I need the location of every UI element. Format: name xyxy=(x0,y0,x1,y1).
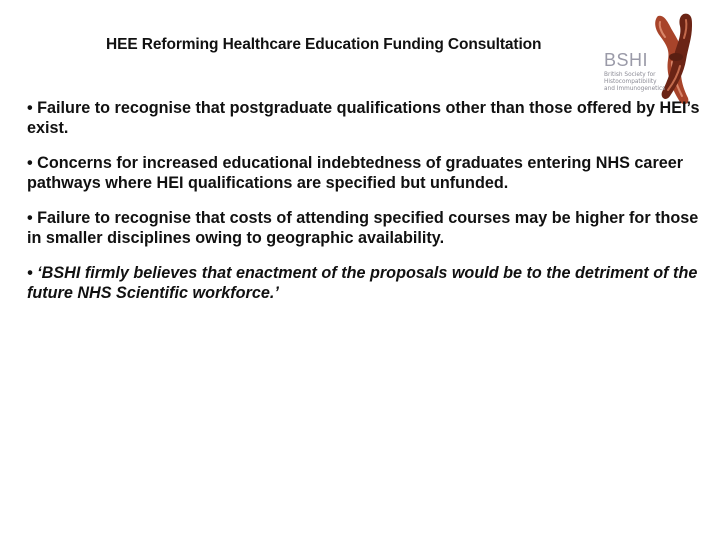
logo-subtext-line: Histocompatibility xyxy=(604,79,657,85)
bullet-item: • Concerns for increased educational indebtedness of graduates entering NHS career pathways where HEI qualifications are specified but unfunded. xyxy=(27,154,684,192)
bullet-item-quote: • ‘BSHI firmly believes that enactment of the proposals would be to the detriment of the future NHS Scientific workforce.’ xyxy=(27,264,698,302)
logo-subtext-line: British Society for xyxy=(604,72,656,78)
bullet-list xyxy=(27,98,707,318)
bullet-item: • Failure to recognise that postgraduate qualifications other than those offered by HEI’s exist. xyxy=(27,99,700,137)
logo-subtext xyxy=(604,72,674,93)
slide-title: HEE Reforming Healthcare Education Funding Consultation xyxy=(106,36,542,53)
logo-wordmark: BSHI xyxy=(604,50,649,70)
bshi-logo xyxy=(596,10,716,110)
logo-subtext-line: and Immunogenetics xyxy=(604,86,666,92)
bullet-item: • Failure to recognise that costs of attending specified courses may be higher for those in smaller disciplines owing to geographic availability. xyxy=(27,209,699,247)
